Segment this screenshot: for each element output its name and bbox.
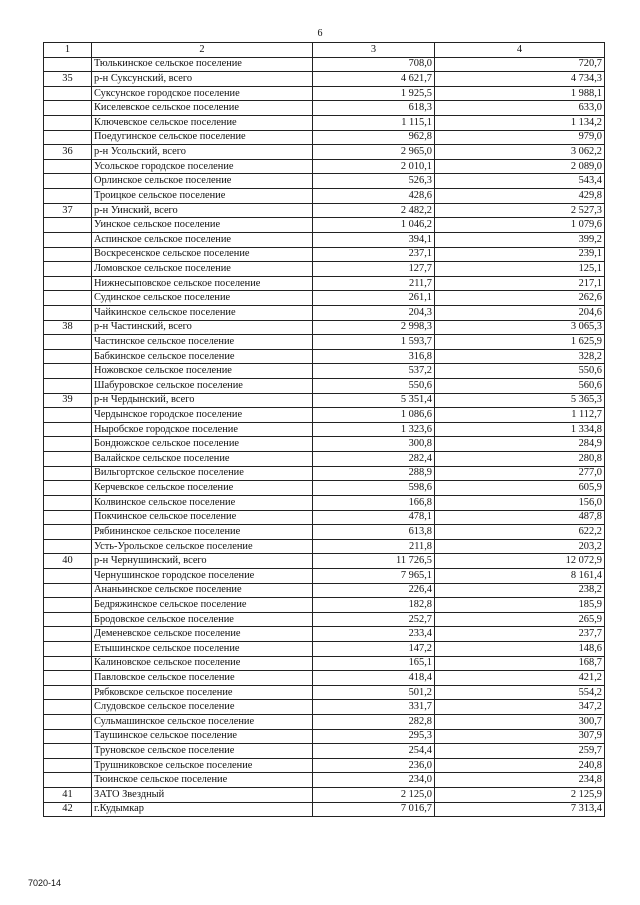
table-row bbox=[44, 744, 605, 759]
row-number bbox=[44, 364, 92, 379]
value-col4: 543,4 bbox=[435, 174, 605, 189]
row-number: 40 bbox=[44, 554, 92, 569]
value-col4: 280,8 bbox=[435, 452, 605, 467]
table-row bbox=[44, 291, 605, 306]
table-row bbox=[44, 320, 605, 335]
settlement-name: Аспинское сельское поселение bbox=[92, 232, 313, 247]
row-number bbox=[44, 773, 92, 788]
value-col3: 282,8 bbox=[313, 715, 435, 730]
settlement-name: р-н Усольский, всего bbox=[92, 145, 313, 160]
value-col3: 233,4 bbox=[313, 627, 435, 642]
settlement-name: Уинское сельское поселение bbox=[92, 218, 313, 233]
row-number bbox=[44, 276, 92, 291]
row-number bbox=[44, 305, 92, 320]
settlement-name: Трушниковское сельское поселение bbox=[92, 758, 313, 773]
row-number bbox=[44, 159, 92, 174]
row-number bbox=[44, 335, 92, 350]
settlement-name: Троицкое сельское поселение bbox=[92, 189, 313, 204]
value-col4: 239,1 bbox=[435, 247, 605, 262]
table-row bbox=[44, 408, 605, 423]
settlement-name: Чернушинское городское поселение bbox=[92, 568, 313, 583]
settlement-name: Ломовское сельское поселение bbox=[92, 262, 313, 277]
value-col4: 148,6 bbox=[435, 641, 605, 656]
row-number bbox=[44, 379, 92, 394]
value-col3: 236,0 bbox=[313, 758, 435, 773]
value-col4: 633,0 bbox=[435, 101, 605, 116]
table-row bbox=[44, 116, 605, 131]
value-col4: 307,9 bbox=[435, 729, 605, 744]
value-col4: 3 062,2 bbox=[435, 145, 605, 160]
value-col3: 2 010,1 bbox=[313, 159, 435, 174]
value-col4: 7 313,4 bbox=[435, 802, 605, 817]
value-col3: 418,4 bbox=[313, 671, 435, 686]
value-col4: 2 527,3 bbox=[435, 203, 605, 218]
table-row bbox=[44, 145, 605, 160]
row-number bbox=[44, 685, 92, 700]
value-col3: 5 351,4 bbox=[313, 393, 435, 408]
settlement-name: Слудовское сельское поселение bbox=[92, 700, 313, 715]
value-col4: 125,1 bbox=[435, 262, 605, 277]
row-number: 39 bbox=[44, 393, 92, 408]
value-col3: 204,3 bbox=[313, 305, 435, 320]
row-number: 41 bbox=[44, 788, 92, 803]
table-row bbox=[44, 729, 605, 744]
value-col4: 284,9 bbox=[435, 437, 605, 452]
value-col4: 554,2 bbox=[435, 685, 605, 700]
settlement-name: Воскресенское сельское поселение bbox=[92, 247, 313, 262]
value-col3: 11 726,5 bbox=[313, 554, 435, 569]
value-col4: 156,0 bbox=[435, 495, 605, 510]
value-col4: 300,7 bbox=[435, 715, 605, 730]
value-col3: 331,7 bbox=[313, 700, 435, 715]
value-col3: 501,2 bbox=[313, 685, 435, 700]
row-number bbox=[44, 539, 92, 554]
row-number bbox=[44, 744, 92, 759]
settlement-name: Ножовское сельское поселение bbox=[92, 364, 313, 379]
settlement-name: Керчевское сельское поселение bbox=[92, 481, 313, 496]
value-col3: 237,1 bbox=[313, 247, 435, 262]
table-row bbox=[44, 525, 605, 540]
row-number bbox=[44, 598, 92, 613]
settlement-name: Рябковское сельское поселение bbox=[92, 685, 313, 700]
table-row bbox=[44, 656, 605, 671]
value-col3: 182,8 bbox=[313, 598, 435, 613]
settlement-name: Рябининское сельское поселение bbox=[92, 525, 313, 540]
table-row bbox=[44, 568, 605, 583]
value-col3: 2 998,3 bbox=[313, 320, 435, 335]
row-number bbox=[44, 116, 92, 131]
value-col3: 295,3 bbox=[313, 729, 435, 744]
table-row bbox=[44, 130, 605, 145]
row-number bbox=[44, 408, 92, 423]
value-col3: 428,6 bbox=[313, 189, 435, 204]
table-row bbox=[44, 437, 605, 452]
value-col3: 1 046,2 bbox=[313, 218, 435, 233]
table-row bbox=[44, 189, 605, 204]
table-row bbox=[44, 700, 605, 715]
value-col3: 226,4 bbox=[313, 583, 435, 598]
value-col3: 708,0 bbox=[313, 57, 435, 72]
value-col3: 2 965,0 bbox=[313, 145, 435, 160]
row-number bbox=[44, 422, 92, 437]
value-col3: 537,2 bbox=[313, 364, 435, 379]
column-header-1: 1 bbox=[44, 43, 92, 58]
settlement-name: Сульмашинское сельское поселение bbox=[92, 715, 313, 730]
row-number bbox=[44, 641, 92, 656]
value-col4: 622,2 bbox=[435, 525, 605, 540]
value-col3: 1 086,6 bbox=[313, 408, 435, 423]
settlement-name: Усольское городское поселение bbox=[92, 159, 313, 174]
value-col3: 300,8 bbox=[313, 437, 435, 452]
row-number bbox=[44, 101, 92, 116]
settlement-name: Бродовское сельское поселение bbox=[92, 612, 313, 627]
document-code: 7020-14 bbox=[28, 878, 62, 888]
settlement-name: Етышинское сельское поселение bbox=[92, 641, 313, 656]
value-col4: 259,7 bbox=[435, 744, 605, 759]
table-row bbox=[44, 583, 605, 598]
value-col4: 421,2 bbox=[435, 671, 605, 686]
settlement-name: Вильгортское сельское поселение bbox=[92, 466, 313, 481]
value-col3: 147,2 bbox=[313, 641, 435, 656]
table-row bbox=[44, 101, 605, 116]
value-col4: 1 112,7 bbox=[435, 408, 605, 423]
row-number bbox=[44, 349, 92, 364]
value-col3: 234,0 bbox=[313, 773, 435, 788]
value-col3: 166,8 bbox=[313, 495, 435, 510]
value-col4: 204,6 bbox=[435, 305, 605, 320]
value-col4: 4 734,3 bbox=[435, 72, 605, 87]
table-row bbox=[44, 379, 605, 394]
row-number: 35 bbox=[44, 72, 92, 87]
table-row bbox=[44, 335, 605, 350]
row-number: 42 bbox=[44, 802, 92, 817]
value-col4: 237,7 bbox=[435, 627, 605, 642]
row-number bbox=[44, 671, 92, 686]
value-col4: 1 079,6 bbox=[435, 218, 605, 233]
settlement-name: Ананьинское сельское поселение bbox=[92, 583, 313, 598]
row-number bbox=[44, 262, 92, 277]
settlement-name: Калиновское сельское поселение bbox=[92, 656, 313, 671]
table-row bbox=[44, 218, 605, 233]
value-col4: 1 988,1 bbox=[435, 86, 605, 101]
table-row bbox=[44, 247, 605, 262]
table-row bbox=[44, 788, 605, 803]
value-col3: 254,4 bbox=[313, 744, 435, 759]
settlement-name: г.Кудымкар bbox=[92, 802, 313, 817]
settlement-name: Частинское сельское поселение bbox=[92, 335, 313, 350]
value-col3: 288,9 bbox=[313, 466, 435, 481]
table-row bbox=[44, 86, 605, 101]
table-row bbox=[44, 159, 605, 174]
value-col4: 979,0 bbox=[435, 130, 605, 145]
table-row bbox=[44, 758, 605, 773]
row-number bbox=[44, 86, 92, 101]
value-col3: 1 323,6 bbox=[313, 422, 435, 437]
settlement-name: Валайское сельское поселение bbox=[92, 452, 313, 467]
settlement-name: р-н Чердынский, всего bbox=[92, 393, 313, 408]
table-row bbox=[44, 57, 605, 72]
settlement-name: Ключевское сельское поселение bbox=[92, 116, 313, 131]
table-row bbox=[44, 641, 605, 656]
column-header-3: 3 bbox=[313, 43, 435, 58]
table-row bbox=[44, 276, 605, 291]
value-col4: 3 065,3 bbox=[435, 320, 605, 335]
value-col3: 394,1 bbox=[313, 232, 435, 247]
row-number bbox=[44, 525, 92, 540]
table-row bbox=[44, 262, 605, 277]
settlement-name: Павловское сельское поселение bbox=[92, 671, 313, 686]
settlement-name: Колвинское сельское поселение bbox=[92, 495, 313, 510]
row-number: 38 bbox=[44, 320, 92, 335]
value-col3: 2 125,0 bbox=[313, 788, 435, 803]
value-col4: 217,1 bbox=[435, 276, 605, 291]
row-number bbox=[44, 189, 92, 204]
value-col4: 560,6 bbox=[435, 379, 605, 394]
table-row bbox=[44, 203, 605, 218]
value-col4: 168,7 bbox=[435, 656, 605, 671]
value-col3: 316,8 bbox=[313, 349, 435, 364]
table-row bbox=[44, 466, 605, 481]
page-number: 6 bbox=[317, 28, 323, 39]
table-row bbox=[44, 72, 605, 87]
settlement-name: Нижнесыповское сельское поселение bbox=[92, 276, 313, 291]
value-col3: 261,1 bbox=[313, 291, 435, 306]
value-col3: 550,6 bbox=[313, 379, 435, 394]
table-row bbox=[44, 598, 605, 613]
value-col3: 165,1 bbox=[313, 656, 435, 671]
settlement-name: Бондюжское сельское поселение bbox=[92, 437, 313, 452]
row-number bbox=[44, 481, 92, 496]
row-number bbox=[44, 247, 92, 262]
row-number bbox=[44, 729, 92, 744]
row-number bbox=[44, 495, 92, 510]
settlement-name: Суксунское городское поселение bbox=[92, 86, 313, 101]
settlement-name: Судинское сельское поселение bbox=[92, 291, 313, 306]
value-col3: 598,6 bbox=[313, 481, 435, 496]
table-row bbox=[44, 627, 605, 642]
value-col4: 487,8 bbox=[435, 510, 605, 525]
row-number bbox=[44, 232, 92, 247]
value-col4: 720,7 bbox=[435, 57, 605, 72]
table-row bbox=[44, 452, 605, 467]
value-col3: 1 593,7 bbox=[313, 335, 435, 350]
value-col4: 1 134,2 bbox=[435, 116, 605, 131]
value-col3: 962,8 bbox=[313, 130, 435, 145]
row-number bbox=[44, 612, 92, 627]
settlement-name: Бедряжинское сельское поселение bbox=[92, 598, 313, 613]
column-header-2: 2 bbox=[92, 43, 313, 58]
value-col3: 282,4 bbox=[313, 452, 435, 467]
settlement-name: Усть-Урольское сельское поселение bbox=[92, 539, 313, 554]
settlement-name: Шабуровское сельское поселение bbox=[92, 379, 313, 394]
value-col3: 2 482,2 bbox=[313, 203, 435, 218]
row-number bbox=[44, 758, 92, 773]
header-row bbox=[44, 43, 605, 58]
row-number bbox=[44, 466, 92, 481]
table-row bbox=[44, 422, 605, 437]
settlement-name: Тюинское сельское поселение bbox=[92, 773, 313, 788]
row-number bbox=[44, 656, 92, 671]
row-number bbox=[44, 627, 92, 642]
settlement-name: Покчинское сельское поселение bbox=[92, 510, 313, 525]
value-col4: 605,9 bbox=[435, 481, 605, 496]
table-row bbox=[44, 773, 605, 788]
settlement-name: Чердынское городское поселение bbox=[92, 408, 313, 423]
table-row bbox=[44, 802, 605, 817]
value-col3: 526,3 bbox=[313, 174, 435, 189]
value-col3: 4 621,7 bbox=[313, 72, 435, 87]
value-col3: 478,1 bbox=[313, 510, 435, 525]
value-col3: 613,8 bbox=[313, 525, 435, 540]
value-col3: 618,3 bbox=[313, 101, 435, 116]
table-row bbox=[44, 715, 605, 730]
value-col4: 399,2 bbox=[435, 232, 605, 247]
value-col4: 238,2 bbox=[435, 583, 605, 598]
table-row bbox=[44, 349, 605, 364]
settlement-name: р-н Суксунский, всего bbox=[92, 72, 313, 87]
table-row bbox=[44, 539, 605, 554]
value-col3: 7 965,1 bbox=[313, 568, 435, 583]
value-col3: 1 115,1 bbox=[313, 116, 435, 131]
row-number bbox=[44, 57, 92, 72]
table-row bbox=[44, 495, 605, 510]
row-number bbox=[44, 568, 92, 583]
table-row bbox=[44, 671, 605, 686]
table-row bbox=[44, 554, 605, 569]
value-col3: 211,7 bbox=[313, 276, 435, 291]
row-number bbox=[44, 174, 92, 189]
row-number bbox=[44, 291, 92, 306]
value-col4: 550,6 bbox=[435, 364, 605, 379]
row-number bbox=[44, 437, 92, 452]
settlement-name: Чайкинское сельское поселение bbox=[92, 305, 313, 320]
table-row bbox=[44, 393, 605, 408]
table-row bbox=[44, 305, 605, 320]
value-col4: 12 072,9 bbox=[435, 554, 605, 569]
settlement-name: р-н Чернушинский, всего bbox=[92, 554, 313, 569]
table-row bbox=[44, 364, 605, 379]
settlement-name: Киселевское сельское поселение bbox=[92, 101, 313, 116]
settlement-name: Орлинское сельское поселение bbox=[92, 174, 313, 189]
value-col3: 1 925,5 bbox=[313, 86, 435, 101]
column-header-4: 4 bbox=[435, 43, 605, 58]
value-col4: 262,6 bbox=[435, 291, 605, 306]
table-row bbox=[44, 612, 605, 627]
row-number: 37 bbox=[44, 203, 92, 218]
value-col3: 127,7 bbox=[313, 262, 435, 277]
row-number bbox=[44, 130, 92, 145]
table-row bbox=[44, 510, 605, 525]
value-col4: 265,9 bbox=[435, 612, 605, 627]
settlement-name: Таушинское сельское поселение bbox=[92, 729, 313, 744]
table-row bbox=[44, 174, 605, 189]
value-col4: 8 161,4 bbox=[435, 568, 605, 583]
row-number bbox=[44, 452, 92, 467]
value-col4: 5 365,3 bbox=[435, 393, 605, 408]
value-col4: 203,2 bbox=[435, 539, 605, 554]
value-col4: 1 625,9 bbox=[435, 335, 605, 350]
value-col4: 2 125,9 bbox=[435, 788, 605, 803]
table-row bbox=[44, 685, 605, 700]
value-col4: 347,2 bbox=[435, 700, 605, 715]
value-col4: 328,2 bbox=[435, 349, 605, 364]
row-number bbox=[44, 715, 92, 730]
value-col3: 211,8 bbox=[313, 539, 435, 554]
settlement-name: ЗАТО Звездный bbox=[92, 788, 313, 803]
budget-table bbox=[43, 42, 605, 817]
value-col4: 240,8 bbox=[435, 758, 605, 773]
value-col4: 234,8 bbox=[435, 773, 605, 788]
settlement-name: Труновское сельское поселение bbox=[92, 744, 313, 759]
value-col4: 277,0 bbox=[435, 466, 605, 481]
row-number bbox=[44, 700, 92, 715]
value-col4: 185,9 bbox=[435, 598, 605, 613]
row-number bbox=[44, 583, 92, 598]
table-row bbox=[44, 481, 605, 496]
value-col4: 2 089,0 bbox=[435, 159, 605, 174]
settlement-name: Деменевское сельское поселение bbox=[92, 627, 313, 642]
value-col3: 252,7 bbox=[313, 612, 435, 627]
settlement-name: р-н Частинский, всего bbox=[92, 320, 313, 335]
table-row bbox=[44, 232, 605, 247]
value-col4: 429,8 bbox=[435, 189, 605, 204]
settlement-name: Тюлькинское сельское поселение bbox=[92, 57, 313, 72]
value-col4: 1 334,8 bbox=[435, 422, 605, 437]
row-number: 36 bbox=[44, 145, 92, 160]
settlement-name: Поедугинское сельское поселение bbox=[92, 130, 313, 145]
row-number bbox=[44, 218, 92, 233]
settlement-name: Бабкинское сельское поселение bbox=[92, 349, 313, 364]
settlement-name: Ныробское городское поселение bbox=[92, 422, 313, 437]
settlement-name: р-н Уинский, всего bbox=[92, 203, 313, 218]
row-number bbox=[44, 510, 92, 525]
value-col3: 7 016,7 bbox=[313, 802, 435, 817]
